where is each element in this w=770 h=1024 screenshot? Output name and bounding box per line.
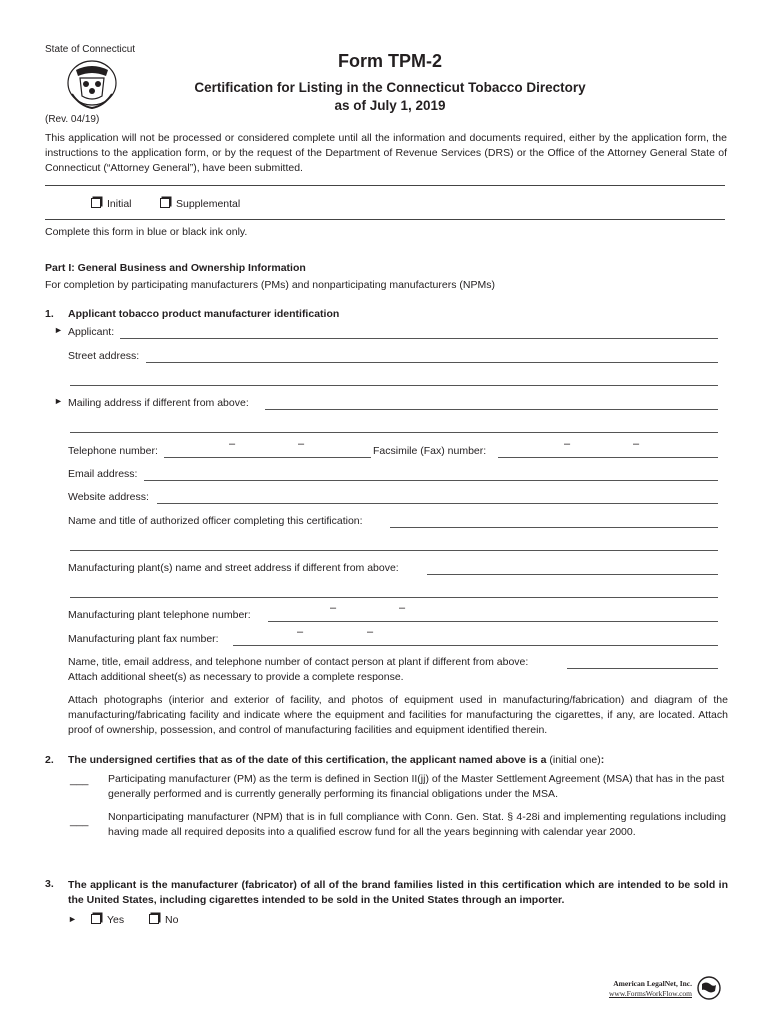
npm-description: Nonparticipating manufacturer (NPM) that is in full compliance with Conn. Gen. Stat. § 4-28i and implementing regulations including having made all required deposits into a qualified escrow fund for all the years beginning with calendar year 2000. bbox=[108, 811, 726, 838]
mailing-label: Mailing address if different from above: bbox=[68, 397, 249, 409]
supplemental-option[interactable] bbox=[160, 198, 240, 210]
plant-label: Manufacturing plant(s) name and street address if different from above: bbox=[68, 562, 399, 574]
fax-dash-2: – bbox=[633, 438, 640, 450]
q3-title: The applicant is the manufacturer (fabricator) of all of the brand families listed in this certification which are intended to be sold in the United States, including cigarettes intended to be sold in the United States through an importer. bbox=[68, 879, 728, 906]
state-label: State of Connecticut bbox=[45, 44, 136, 55]
yes-label: Yes bbox=[107, 914, 125, 926]
no-option[interactable] bbox=[149, 914, 178, 926]
initial-checkbox[interactable] bbox=[91, 198, 101, 208]
supplemental-label: Supplemental bbox=[176, 198, 241, 210]
arrow-icon: ► bbox=[54, 396, 63, 406]
plant-phone-dash-2: – bbox=[399, 602, 406, 614]
officer-label: Name and title of authorized officer completing this certification: bbox=[68, 515, 363, 527]
state-seal-icon bbox=[62, 56, 122, 112]
ink-note: Complete this form in blue or black ink only. bbox=[45, 226, 248, 238]
mailing-field-2[interactable] bbox=[70, 432, 718, 433]
plant-phone-label: Manufacturing plant telephone number: bbox=[68, 609, 251, 621]
intro-paragraph: This application will not be processed or considered complete until all the information and documents required, either by the application form, the instructions to the application form, or by the request of the Department of Revenue Services (DRS) or the Office of the Attorney General State of Connecticut (“Attorney General”), have been submitted. bbox=[45, 132, 727, 174]
q2-title-suffix: (initial one) bbox=[549, 754, 601, 766]
email-field[interactable] bbox=[144, 480, 718, 481]
attach-sheets-note: Attach additional sheet(s) as necessary to provide a complete response. bbox=[68, 671, 404, 683]
no-label: No bbox=[165, 914, 179, 926]
pm-description: Participating manufacturer (PM) as the term is defined in Section II(jj) of the Master Settlement Agreement (MSA) that has in the past generally performed and is currently generally performing its financial obligations under the MSA. bbox=[108, 773, 725, 800]
arrow-icon: ► bbox=[54, 325, 63, 335]
initial-option[interactable] bbox=[91, 198, 132, 210]
fax-label: Facsimile (Fax) number: bbox=[373, 445, 487, 457]
npm-initial-blank[interactable]: ___ bbox=[70, 815, 89, 827]
officer-field[interactable] bbox=[390, 527, 718, 528]
applicant-label: Applicant: bbox=[68, 326, 115, 338]
yes-option[interactable] bbox=[91, 914, 124, 926]
divider-top bbox=[45, 185, 725, 186]
form-title: Form TPM-2 bbox=[337, 51, 442, 71]
q1-title: Applicant tobacco product manufacturer identification bbox=[68, 308, 340, 320]
yes-checkbox[interactable] bbox=[91, 914, 101, 924]
plant-fax-dash-2: – bbox=[367, 626, 374, 638]
fax-dash-1: – bbox=[564, 438, 571, 450]
email-label: Email address: bbox=[68, 468, 138, 480]
mailing-field[interactable] bbox=[265, 409, 718, 410]
revision-label: (Rev. 04/19) bbox=[45, 114, 100, 125]
arrow-icon: ► bbox=[68, 914, 77, 924]
telephone-field[interactable] bbox=[164, 457, 371, 458]
no-checkbox[interactable] bbox=[149, 914, 159, 924]
q2-number: 2. bbox=[45, 754, 54, 766]
divider-bottom bbox=[45, 219, 725, 220]
website-field[interactable] bbox=[157, 503, 718, 504]
street-field-2[interactable] bbox=[70, 385, 718, 386]
form-subtitle-line2: as of July 1, 2019 bbox=[334, 98, 446, 113]
plant-fax-label: Manufacturing plant fax number: bbox=[68, 633, 219, 645]
q3-number: 3. bbox=[45, 878, 54, 890]
globe-icon bbox=[696, 975, 722, 1001]
q2-title: The undersigned certifies that as of the date of this certification, the applicant named above is a bbox=[68, 754, 547, 766]
website-label: Website address: bbox=[68, 491, 149, 503]
plant-phone-field[interactable] bbox=[268, 621, 718, 622]
q2-title-colon: : bbox=[600, 754, 605, 766]
initial-label: Initial bbox=[107, 198, 132, 210]
fax-field[interactable] bbox=[498, 457, 718, 458]
footer-logo bbox=[598, 975, 722, 1003]
plant-fax-dash-1: – bbox=[297, 626, 304, 638]
part1-subtitle: For completion by participating manufacturers (PMs) and nonparticipating manufacturers (NPMs) bbox=[45, 279, 495, 291]
supplemental-checkbox[interactable] bbox=[160, 198, 170, 208]
q2-title-line bbox=[68, 754, 604, 766]
plant-fax-field[interactable] bbox=[233, 645, 718, 646]
footer-company: American LegalNet, Inc. bbox=[613, 979, 692, 988]
officer-field-2[interactable] bbox=[70, 550, 718, 551]
street-field[interactable] bbox=[146, 362, 718, 363]
pm-initial-blank[interactable]: ___ bbox=[70, 774, 89, 786]
telephone-dash-2: – bbox=[298, 438, 305, 450]
footer-url[interactable]: www.FormsWorkFlow.com bbox=[608, 989, 692, 998]
form-subtitle-line1: Certification for Listing in the Connecticut Tobacco Directory bbox=[194, 80, 586, 95]
plant-phone-dash-1: – bbox=[330, 602, 337, 614]
telephone-label: Telephone number: bbox=[68, 445, 158, 457]
plant-field-2[interactable] bbox=[70, 597, 718, 598]
plant-field[interactable] bbox=[427, 574, 718, 575]
contact-field[interactable] bbox=[567, 668, 718, 669]
applicant-field[interactable] bbox=[120, 338, 718, 339]
attach-photos-note: Attach photographs (interior and exterior of facility, and photos of equipment used in manufacturing/fabrication) and diagram of the manufacturing/fabricating facility and indicate where the equipment and facilities for manufacturing the cigarettes, if any, are located. Attach proof of ownership, possession, and control of manufacturing facilities and equipment identified therein. bbox=[68, 694, 728, 736]
telephone-dash-1: – bbox=[229, 438, 236, 450]
street-label: Street address: bbox=[68, 350, 140, 362]
contact-label: Name, title, email address, and telephone number of contact person at plant if different from above: bbox=[68, 656, 529, 668]
part1-title: Part I: General Business and Ownership Information bbox=[45, 262, 306, 274]
q1-number: 1. bbox=[45, 308, 54, 320]
